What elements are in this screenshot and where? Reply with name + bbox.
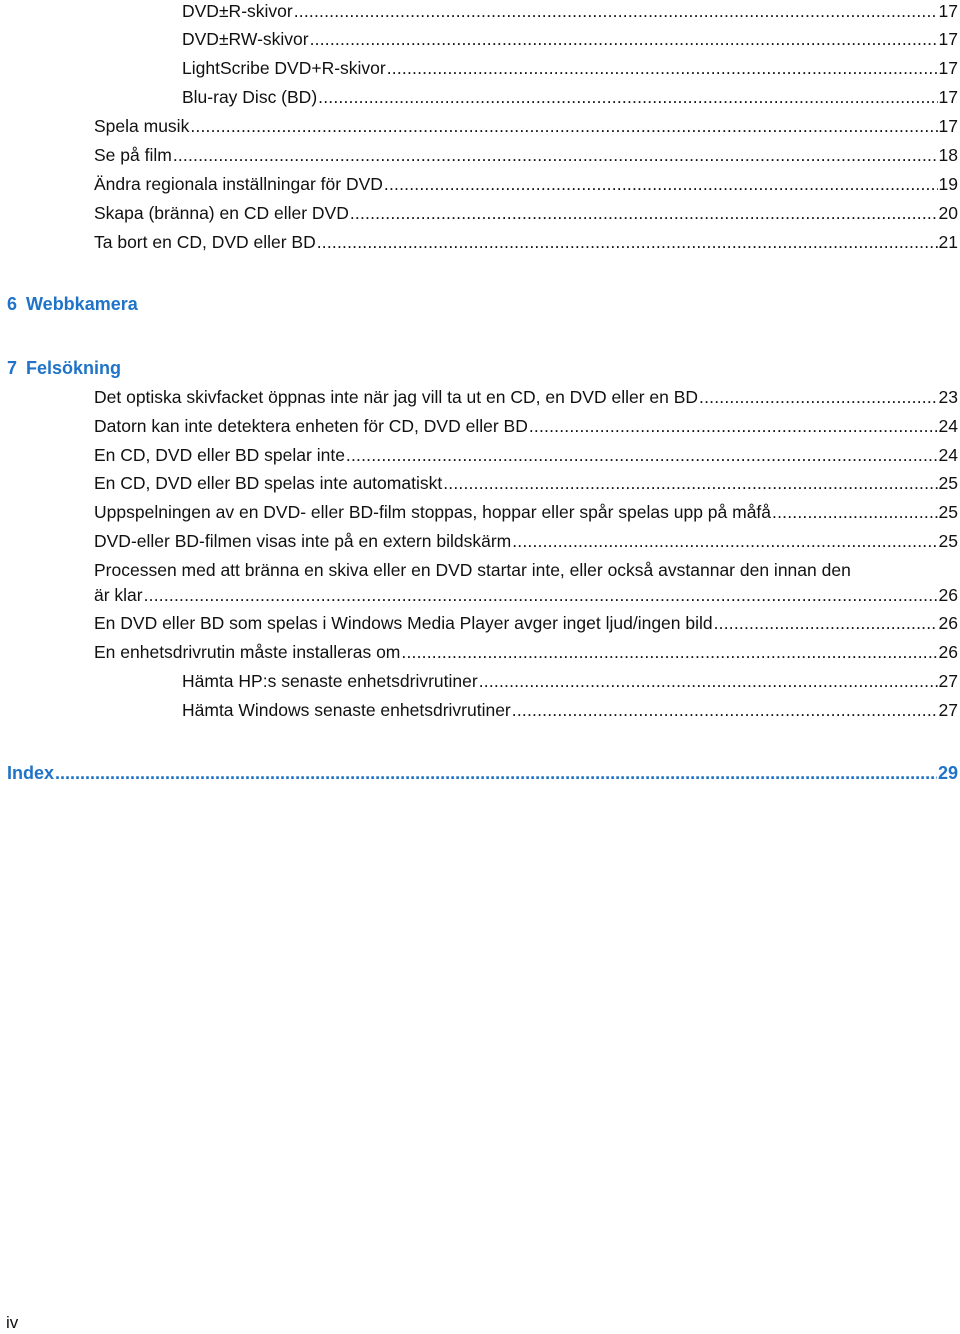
toc-entry-title: LightScribe DVD+R-skivor [182, 58, 386, 78]
toc-entry-title: Hämta HP:s senaste enhetsdrivrutiner [182, 671, 478, 691]
toc-entry-page: 17 [938, 1, 958, 21]
dot-leader [310, 28, 938, 50]
toc-entry[interactable] [94, 144, 958, 166]
toc-entry-page: 17 [938, 29, 958, 49]
dot-leader [512, 530, 937, 552]
toc-entry-title-line1[interactable]: Processen med att bränna en skiva eller en DVD startar inte, eller också avstannar den innan den [94, 560, 851, 580]
toc-entry[interactable] [94, 115, 958, 137]
toc-entry[interactable] [182, 86, 958, 108]
dot-leader [699, 386, 937, 408]
dot-leader [346, 444, 938, 466]
dot-leader [55, 762, 937, 784]
toc-entry-title: Se på film [94, 145, 172, 165]
dot-leader [190, 115, 937, 137]
toc-entry-title: DVD-eller BD-filmen visas inte på en extern bildskärm [94, 531, 512, 551]
dot-leader [294, 0, 938, 22]
toc-entry-page: 19 [938, 174, 958, 194]
toc-entry[interactable] [94, 472, 958, 494]
toc-entry[interactable] [94, 584, 958, 606]
toc-entry[interactable] [94, 386, 958, 408]
toc-entry[interactable] [94, 415, 958, 437]
toc-entry[interactable] [94, 530, 958, 552]
toc-entry-title: DVD±RW-skivor [182, 29, 309, 49]
dot-leader [714, 612, 938, 634]
index-title: Index [7, 763, 55, 783]
dot-leader [318, 86, 937, 108]
toc-entry[interactable] [182, 28, 958, 50]
toc-entry-page: 26 [938, 613, 958, 633]
dot-leader [512, 699, 938, 721]
toc-entry-title: Ta bort en CD, DVD eller BD [94, 232, 316, 252]
dot-leader [173, 144, 938, 166]
toc-entry-title: Blu-ray Disc (BD) [182, 87, 318, 107]
footer-page-number: iv [6, 1313, 19, 1332]
dot-leader [479, 670, 938, 692]
chapter-title: Felsökning [26, 358, 122, 378]
chapter-number: 7 [7, 358, 18, 378]
toc-entry[interactable] [182, 699, 958, 721]
toc-entry-title: Det optiska skivfacket öppnas inte när jag vill ta ut en CD, en DVD eller en BD [94, 387, 699, 407]
dot-leader [443, 472, 937, 494]
toc-entry[interactable] [94, 231, 958, 253]
toc-entry-title: En CD, DVD eller BD spelas inte automatiskt [94, 473, 443, 493]
dot-leader [401, 641, 937, 663]
toc-index-entry[interactable] [7, 762, 958, 784]
toc-entry-page: 26 [938, 642, 958, 662]
toc-entry-page: 17 [938, 87, 958, 107]
toc-entry-title: Spela musik [94, 116, 190, 136]
dot-leader [772, 501, 938, 523]
toc-entry-page: 17 [938, 58, 958, 78]
toc-entry-title: Hämta Windows senaste enhetsdrivrutiner [182, 700, 511, 720]
toc-entry[interactable] [94, 202, 958, 224]
toc-entry-title: Ändra regionala inställningar för DVD [94, 174, 383, 194]
toc-entry-page: 25 [938, 473, 958, 493]
toc-entry[interactable] [182, 0, 958, 22]
toc-entry-page: 26 [938, 585, 958, 605]
toc-entry-title: Uppspelningen av en DVD- eller BD-film stoppas, hoppar eller spår spelas upp på måfå [94, 502, 772, 522]
index-page: 29 [937, 763, 958, 783]
toc-entry-title: En DVD eller BD som spelas i Windows Media Player avger inget ljud/ingen bild [94, 613, 713, 633]
toc-entry-page: 18 [938, 145, 958, 165]
chapter-title: Webbkamera [26, 294, 138, 314]
toc-entry-page: 24 [938, 445, 958, 465]
toc-entry[interactable] [182, 57, 958, 79]
toc-entry-page: 27 [938, 671, 958, 691]
toc-entry-page: 20 [938, 203, 958, 223]
toc-entry-page: 25 [938, 531, 958, 551]
toc-entry-page: 23 [938, 387, 958, 407]
toc-entry-page: 17 [938, 116, 958, 136]
dot-leader [350, 202, 938, 224]
dot-leader [387, 57, 938, 79]
toc-entry[interactable] [94, 641, 958, 663]
toc-entry[interactable] [94, 173, 958, 195]
toc-entry[interactable] [94, 612, 958, 634]
toc-entry[interactable] [94, 501, 958, 523]
chapter-heading-7[interactable] [7, 357, 121, 379]
toc-entry-page: 21 [938, 232, 958, 252]
toc-entry-title: En CD, DVD eller BD spelar inte [94, 445, 345, 465]
toc-entry-page: 25 [938, 502, 958, 522]
chapter-number: 6 [7, 294, 18, 314]
toc-entry-page: 24 [938, 416, 958, 436]
toc-entry-title: är klar [94, 585, 143, 605]
toc-entry[interactable] [94, 444, 958, 466]
toc-entry-title: En enhetsdrivrutin måste installeras om [94, 642, 401, 662]
toc-entry-page: 27 [938, 700, 958, 720]
chapter-heading-6[interactable] [7, 293, 138, 315]
dot-leader [384, 173, 938, 195]
toc-entry-title: Datorn kan inte detektera enheten för CD, DVD eller BD [94, 416, 528, 436]
toc-entry-title: DVD±R-skivor [182, 1, 293, 21]
dot-leader [144, 584, 938, 606]
toc-entry-title: Skapa (bränna) en CD eller DVD [94, 203, 349, 223]
toc-entry[interactable] [182, 670, 958, 692]
dot-leader [529, 415, 938, 437]
dot-leader [317, 231, 938, 253]
